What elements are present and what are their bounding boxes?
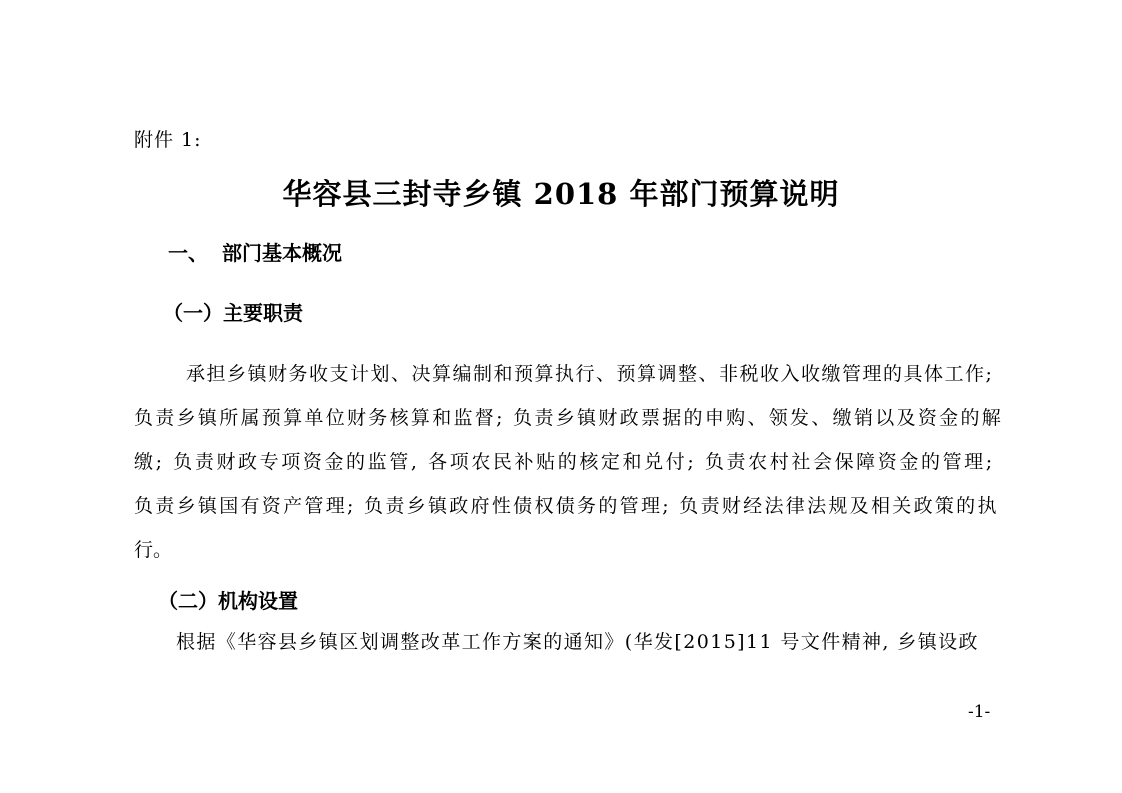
- attachment-label: 附件 1:: [134, 129, 202, 151]
- paragraph-line: 负责乡镇所属预算单位财务核算和监督; 负责乡镇财政票据的申购、领发、缴销以及资金的解: [134, 407, 1004, 429]
- section-number: 一、: [168, 241, 208, 265]
- paragraph-line: 负责乡镇国有资产管理; 负责乡镇政府性债权债务的管理; 负责财经法律法规及相关政策的执: [134, 495, 999, 517]
- paragraph-line: 承担乡镇财务收支计划、决算编制和预算执行、预算调整、非税收入收缴管理的具体工作;: [186, 363, 994, 385]
- document-title: 华容县三封寺乡镇 2018 年部门预算说明: [282, 177, 840, 211]
- main-duties-paragraph: [134, 352, 1009, 572]
- subsection-heading-main-duties: （一）主要职责: [163, 301, 303, 325]
- organization-paragraph: 根据《华容县乡镇区划调整改革工作方案的通知》(华发[2015]11 号文件精神, 乡镇设政: [176, 631, 979, 653]
- page-number: -1-: [968, 702, 991, 722]
- paragraph-line: 行。: [134, 539, 173, 561]
- section-heading-text: 部门基本概况: [222, 241, 342, 265]
- paragraph-line: 缴; 负责财政专项资金的监管, 各项农民补贴的核定和兑付; 负责农村社会保障资金的管理;: [134, 451, 995, 473]
- section-heading-basic-overview: [168, 239, 342, 267]
- subsection-heading-organization: （二）机构设置: [158, 589, 298, 613]
